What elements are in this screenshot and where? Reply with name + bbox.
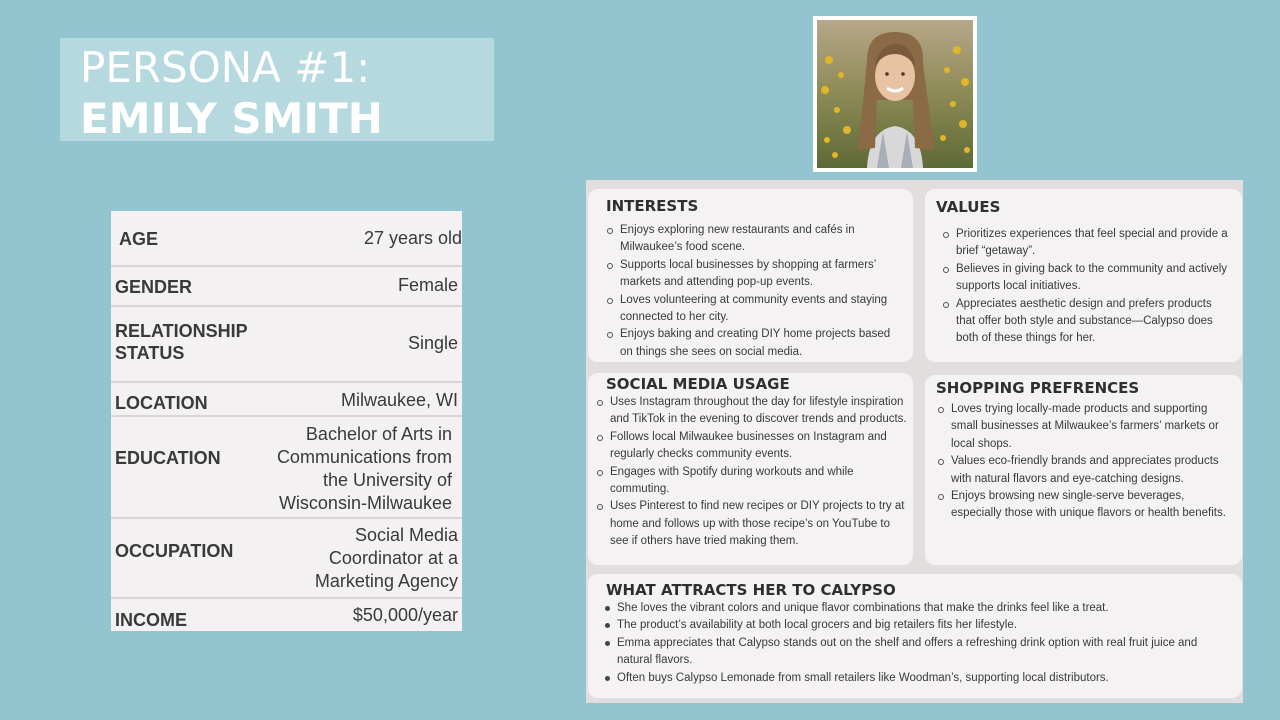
fact-row-income bbox=[111, 599, 462, 631]
fact-row-education bbox=[111, 417, 462, 519]
portrait-photo-icon bbox=[817, 20, 973, 168]
portrait-photo bbox=[813, 16, 977, 172]
social-media-card bbox=[588, 373, 913, 565]
list-item: Loves volunteering at community events and staying connected to her city. bbox=[606, 292, 906, 327]
list-item: Follows local Milwaukee businesses on Instagram and regularly checks community events. bbox=[596, 429, 909, 464]
list-item: She loves the vibrant colors and unique flavor combinations that make the drinks feel like a treat. bbox=[603, 600, 1237, 617]
fact-value: Bachelor of Arts in Communications from the University of Wisconsin-Milwaukee bbox=[276, 424, 452, 513]
fact-value: $50,000/year bbox=[352, 605, 458, 625]
list-item: The product’s availability at both local grocers and big retailers fits her lifestyle. bbox=[603, 617, 1237, 634]
list-item: Enjoys exploring new restaurants and cafés in Milwaukee’s food scene. bbox=[606, 222, 906, 257]
list-item: Loves trying locally-made products and supporting small businesses at Milwaukee’s farmers’ markets or local shops. bbox=[937, 401, 1237, 453]
fact-row-gender bbox=[111, 267, 462, 307]
attracts-heading: WHAT ATTRACTS HER TO CALYPSO bbox=[606, 581, 896, 599]
list-item: Enjoys baking and creating DIY home projects based on things she sees on social media. bbox=[606, 326, 906, 361]
list-item: Emma appreciates that Calypso stands out on the shelf and offers a refreshing drink option with real fruit juice and natural flavors. bbox=[603, 635, 1237, 670]
values-heading: VALUES bbox=[936, 198, 1001, 216]
list-item: Enjoys browsing new single-serve beverages, especially those with unique flavors or health benefits. bbox=[937, 488, 1237, 523]
list-item: Often buys Calypso Lemonade from small retailers like Woodman’s, supporting local distributors. bbox=[603, 670, 1237, 687]
interests-card bbox=[588, 189, 913, 362]
fact-value: Social Media Coordinator at a Marketing Agency bbox=[314, 525, 458, 591]
fact-row-relationship bbox=[111, 307, 462, 383]
social-media-list bbox=[596, 394, 909, 551]
list-item: Engages with Spotify during workouts and while commuting. bbox=[596, 464, 909, 499]
values-card bbox=[925, 189, 1242, 362]
fact-label: AGE bbox=[119, 229, 159, 249]
attracts-card bbox=[588, 574, 1242, 698]
persona-facts-table bbox=[111, 211, 462, 631]
fact-label: GENDER bbox=[115, 277, 193, 297]
fact-value: Single bbox=[407, 333, 458, 353]
fact-value: 27 years old bbox=[363, 228, 462, 248]
list-item: Prioritizes experiences that feel special and provide a brief “getaway”. bbox=[942, 226, 1232, 261]
fact-row-age bbox=[111, 211, 462, 267]
list-item: Values eco-friendly brands and appreciates products with natural flavors and eye-catching designs. bbox=[937, 453, 1237, 488]
fact-label: EDUCATION bbox=[115, 448, 221, 468]
title-box bbox=[60, 38, 494, 141]
title-persona-number: PERSONA #1: bbox=[80, 43, 371, 92]
list-item: Uses Pinterest to find new recipes or DIY projects to try at home and follows up with those recipe’s on YouTube to see if others have tried making them. bbox=[596, 498, 909, 550]
fact-value: Female bbox=[397, 275, 458, 295]
interests-heading: INTERESTS bbox=[606, 197, 699, 215]
list-item: Uses Instagram throughout the day for lifestyle inspiration and TikTok in the evening to discover trends and products. bbox=[596, 394, 909, 429]
interests-list bbox=[606, 222, 906, 361]
shopping-preferences-card bbox=[925, 375, 1242, 565]
title-persona-name: EMILY SMITH bbox=[80, 94, 383, 143]
shopping-preferences-heading: SHOPPING PREFRENCES bbox=[936, 379, 1140, 397]
list-item: Believes in giving back to the community and actively supports local initiatives. bbox=[942, 261, 1232, 296]
fact-row-location bbox=[111, 383, 462, 417]
fact-label: OCCUPATION bbox=[115, 541, 234, 561]
fact-label: RELATIONSHIP STATUS bbox=[115, 321, 248, 363]
fact-label: INCOME bbox=[115, 610, 187, 630]
values-list bbox=[942, 226, 1232, 348]
fact-label: LOCATION bbox=[115, 393, 208, 413]
list-item: Appreciates aesthetic design and prefers products that offer both style and substance—Calypso does both of these things for her. bbox=[942, 296, 1232, 348]
shopping-preferences-list bbox=[937, 401, 1237, 523]
list-item: Supports local businesses by shopping at farmers’ markets and attending pop-up events. bbox=[606, 257, 906, 292]
attracts-list bbox=[603, 600, 1237, 687]
social-media-heading: SOCIAL MEDIA USAGE bbox=[606, 375, 790, 393]
persona-details-panel bbox=[586, 180, 1243, 703]
fact-value: Milwaukee, WI bbox=[340, 390, 458, 410]
fact-row-occupation bbox=[111, 519, 462, 599]
